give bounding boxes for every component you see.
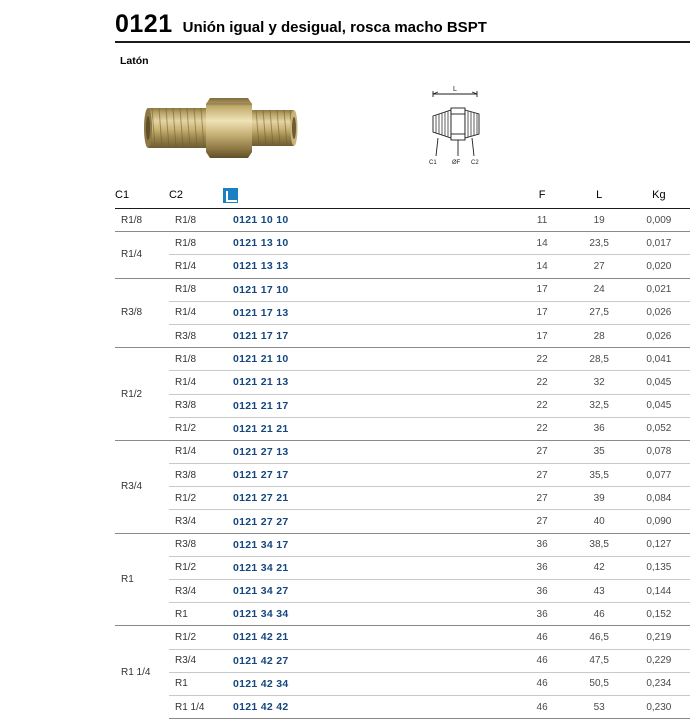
cell-l: 53 — [571, 695, 628, 718]
product-table — [115, 182, 690, 719]
table-row[interactable] — [115, 301, 690, 324]
table-row[interactable] — [115, 556, 690, 579]
material-label: Latón — [120, 55, 149, 67]
cell-kg: 0,127 — [628, 533, 690, 556]
cell-reference[interactable]: 0121 17 10 — [223, 278, 514, 301]
cell-l: 47,5 — [571, 649, 628, 672]
cell-l: 27,5 — [571, 301, 628, 324]
cell-kg: 0,020 — [628, 255, 690, 278]
cell-reference[interactable]: 0121 27 13 — [223, 440, 514, 463]
cell-reference[interactable]: 0121 21 17 — [223, 394, 514, 417]
cell-f: 22 — [514, 348, 571, 371]
table-row[interactable] — [115, 417, 690, 440]
cell-kg: 0,152 — [628, 603, 690, 626]
cell-f: 11 — [514, 209, 571, 232]
column-header-f: F — [514, 182, 571, 209]
cell-reference[interactable]: 0121 27 17 — [223, 464, 514, 487]
page-title: Unión igual y desigual, rosca macho BSPT — [182, 19, 487, 36]
cell-reference[interactable]: 0121 13 13 — [223, 255, 514, 278]
cell-l: 35,5 — [571, 464, 628, 487]
cell-reference[interactable]: 0121 17 13 — [223, 301, 514, 324]
table-row[interactable] — [115, 255, 690, 278]
cell-reference[interactable]: 0121 34 27 — [223, 580, 514, 603]
cell-kg: 0,230 — [628, 695, 690, 718]
cell-c2: R1/2 — [169, 417, 223, 440]
cell-l: 27 — [571, 255, 628, 278]
table-row[interactable] — [115, 209, 690, 232]
cell-f: 17 — [514, 324, 571, 347]
table-row[interactable] — [115, 672, 690, 695]
column-header-c2: C2 — [169, 182, 223, 209]
cell-c2: R1/2 — [169, 626, 223, 649]
cell-c1: R1 — [115, 533, 169, 626]
product-photo — [140, 84, 300, 176]
cell-reference[interactable]: 0121 21 21 — [223, 417, 514, 440]
cell-c2: R1/4 — [169, 255, 223, 278]
table-header — [115, 182, 690, 209]
cell-l: 36 — [571, 417, 628, 440]
cell-reference[interactable]: 0121 34 21 — [223, 556, 514, 579]
column-header-l: L — [571, 182, 628, 209]
cell-c2: R1/8 — [169, 209, 223, 232]
cell-f: 22 — [514, 394, 571, 417]
table-row[interactable] — [115, 371, 690, 394]
ref-icon — [223, 188, 238, 203]
table-row[interactable] — [115, 533, 690, 556]
cell-c2: R1/4 — [169, 371, 223, 394]
table-row[interactable] — [115, 695, 690, 718]
cell-f: 27 — [514, 510, 571, 533]
table-row[interactable] — [115, 278, 690, 301]
cell-reference[interactable]: 0121 27 21 — [223, 487, 514, 510]
cell-c1: R1/4 — [115, 232, 169, 278]
cell-l: 32 — [571, 371, 628, 394]
cell-f: 27 — [514, 487, 571, 510]
cell-c2: R1 1/4 — [169, 695, 223, 718]
cell-reference[interactable]: 0121 13 10 — [223, 232, 514, 255]
drawing-label-L: L — [453, 86, 457, 93]
table-row[interactable] — [115, 348, 690, 371]
table-row[interactable] — [115, 487, 690, 510]
cell-l: 23,5 — [571, 232, 628, 255]
cell-reference[interactable]: 0121 42 21 — [223, 626, 514, 649]
cell-l: 46 — [571, 603, 628, 626]
cell-f: 46 — [514, 626, 571, 649]
cell-kg: 0,090 — [628, 510, 690, 533]
cell-kg: 0,234 — [628, 672, 690, 695]
cell-f: 14 — [514, 232, 571, 255]
cell-kg: 0,077 — [628, 464, 690, 487]
cell-l: 32,5 — [571, 394, 628, 417]
table-row[interactable] — [115, 464, 690, 487]
cell-l: 19 — [571, 209, 628, 232]
cell-c1: R1/2 — [115, 348, 169, 441]
cell-l: 50,5 — [571, 672, 628, 695]
cell-reference[interactable]: 0121 42 42 — [223, 695, 514, 718]
column-header-kg: Kg — [628, 182, 690, 209]
cell-l: 43 — [571, 580, 628, 603]
cell-f: 14 — [514, 255, 571, 278]
cell-reference[interactable]: 0121 17 17 — [223, 324, 514, 347]
cell-f: 22 — [514, 371, 571, 394]
drawing-label-F: ØF — [452, 160, 461, 166]
cell-f: 17 — [514, 301, 571, 324]
cell-kg: 0,229 — [628, 649, 690, 672]
cell-l: 28,5 — [571, 348, 628, 371]
column-header-c1: C1 — [115, 182, 169, 209]
drawing-label-C2: C2 — [471, 160, 479, 166]
cell-c2: R1/8 — [169, 278, 223, 301]
cell-l: 28 — [571, 324, 628, 347]
cell-kg: 0,135 — [628, 556, 690, 579]
cell-reference[interactable]: 0121 34 34 — [223, 603, 514, 626]
cell-c2: R3/4 — [169, 510, 223, 533]
cell-reference[interactable]: 0121 10 10 — [223, 209, 514, 232]
cell-f: 36 — [514, 556, 571, 579]
cell-c2: R1 — [169, 603, 223, 626]
cell-f: 27 — [514, 464, 571, 487]
cell-reference[interactable]: 0121 42 27 — [223, 649, 514, 672]
table-row[interactable] — [115, 232, 690, 255]
cell-c2: R1/2 — [169, 556, 223, 579]
cell-c2: R3/4 — [169, 649, 223, 672]
cell-reference[interactable]: 0121 27 27 — [223, 510, 514, 533]
cell-f: 46 — [514, 695, 571, 718]
cell-kg: 0,052 — [628, 417, 690, 440]
cell-f: 27 — [514, 440, 571, 463]
cell-c2: R3/8 — [169, 324, 223, 347]
cell-c2: R1/4 — [169, 301, 223, 324]
drawing-label-C1: C1 — [429, 160, 437, 166]
cell-reference[interactable]: 0121 34 17 — [223, 533, 514, 556]
cell-kg: 0,017 — [628, 232, 690, 255]
table-row[interactable] — [115, 603, 690, 626]
cell-c2: R1/8 — [169, 232, 223, 255]
cell-c2: R3/4 — [169, 580, 223, 603]
cell-c1: R3/4 — [115, 440, 169, 533]
cell-c2: R1 — [169, 672, 223, 695]
cell-f: 36 — [514, 533, 571, 556]
table-row[interactable] — [115, 649, 690, 672]
cell-l: 38,5 — [571, 533, 628, 556]
cell-kg: 0,009 — [628, 209, 690, 232]
cell-kg: 0,026 — [628, 324, 690, 347]
table-row[interactable] — [115, 626, 690, 649]
table-row[interactable] — [115, 510, 690, 533]
cell-l: 46,5 — [571, 626, 628, 649]
header-divider — [115, 41, 690, 43]
cell-l: 35 — [571, 440, 628, 463]
cell-c1: R3/8 — [115, 278, 169, 348]
table-row[interactable] — [115, 440, 690, 463]
cell-f: 46 — [514, 672, 571, 695]
cell-kg: 0,026 — [628, 301, 690, 324]
cell-f: 22 — [514, 417, 571, 440]
product-code: 0121 — [115, 10, 173, 38]
cell-kg: 0,045 — [628, 394, 690, 417]
technical-drawing — [405, 82, 510, 177]
table-body — [115, 209, 690, 719]
cell-kg: 0,144 — [628, 580, 690, 603]
cell-c1: R1 1/4 — [121, 667, 151, 678]
cell-l: 40 — [571, 510, 628, 533]
cell-l: 39 — [571, 487, 628, 510]
cell-c1: R1/8 — [115, 209, 169, 232]
cell-kg: 0,219 — [628, 626, 690, 649]
cell-f: 36 — [514, 603, 571, 626]
cell-f: 46 — [514, 649, 571, 672]
cell-reference[interactable]: 0121 21 13 — [223, 371, 514, 394]
page-header — [115, 10, 690, 39]
cell-l: 24 — [571, 278, 628, 301]
cell-f: 36 — [514, 580, 571, 603]
cell-reference[interactable]: 0121 21 10 — [223, 348, 514, 371]
cell-c2: R1/4 — [169, 440, 223, 463]
cell-c2: R3/8 — [169, 464, 223, 487]
cell-c2: R3/8 — [169, 394, 223, 417]
table-row[interactable] — [115, 394, 690, 417]
column-header-reference — [223, 182, 514, 209]
cell-c2: R3/8 — [169, 533, 223, 556]
cell-f: 17 — [514, 278, 571, 301]
cell-kg: 0,041 — [628, 348, 690, 371]
table-row[interactable] — [115, 580, 690, 603]
cell-l: 42 — [571, 556, 628, 579]
cell-kg: 0,021 — [628, 278, 690, 301]
cell-reference[interactable]: 0121 42 34 — [223, 672, 514, 695]
cell-kg: 0,078 — [628, 440, 690, 463]
table-row[interactable] — [115, 324, 690, 347]
cell-kg: 0,045 — [628, 371, 690, 394]
cell-kg: 0,084 — [628, 487, 690, 510]
cell-c2: R1/2 — [169, 487, 223, 510]
cell-c2: R1/8 — [169, 348, 223, 371]
